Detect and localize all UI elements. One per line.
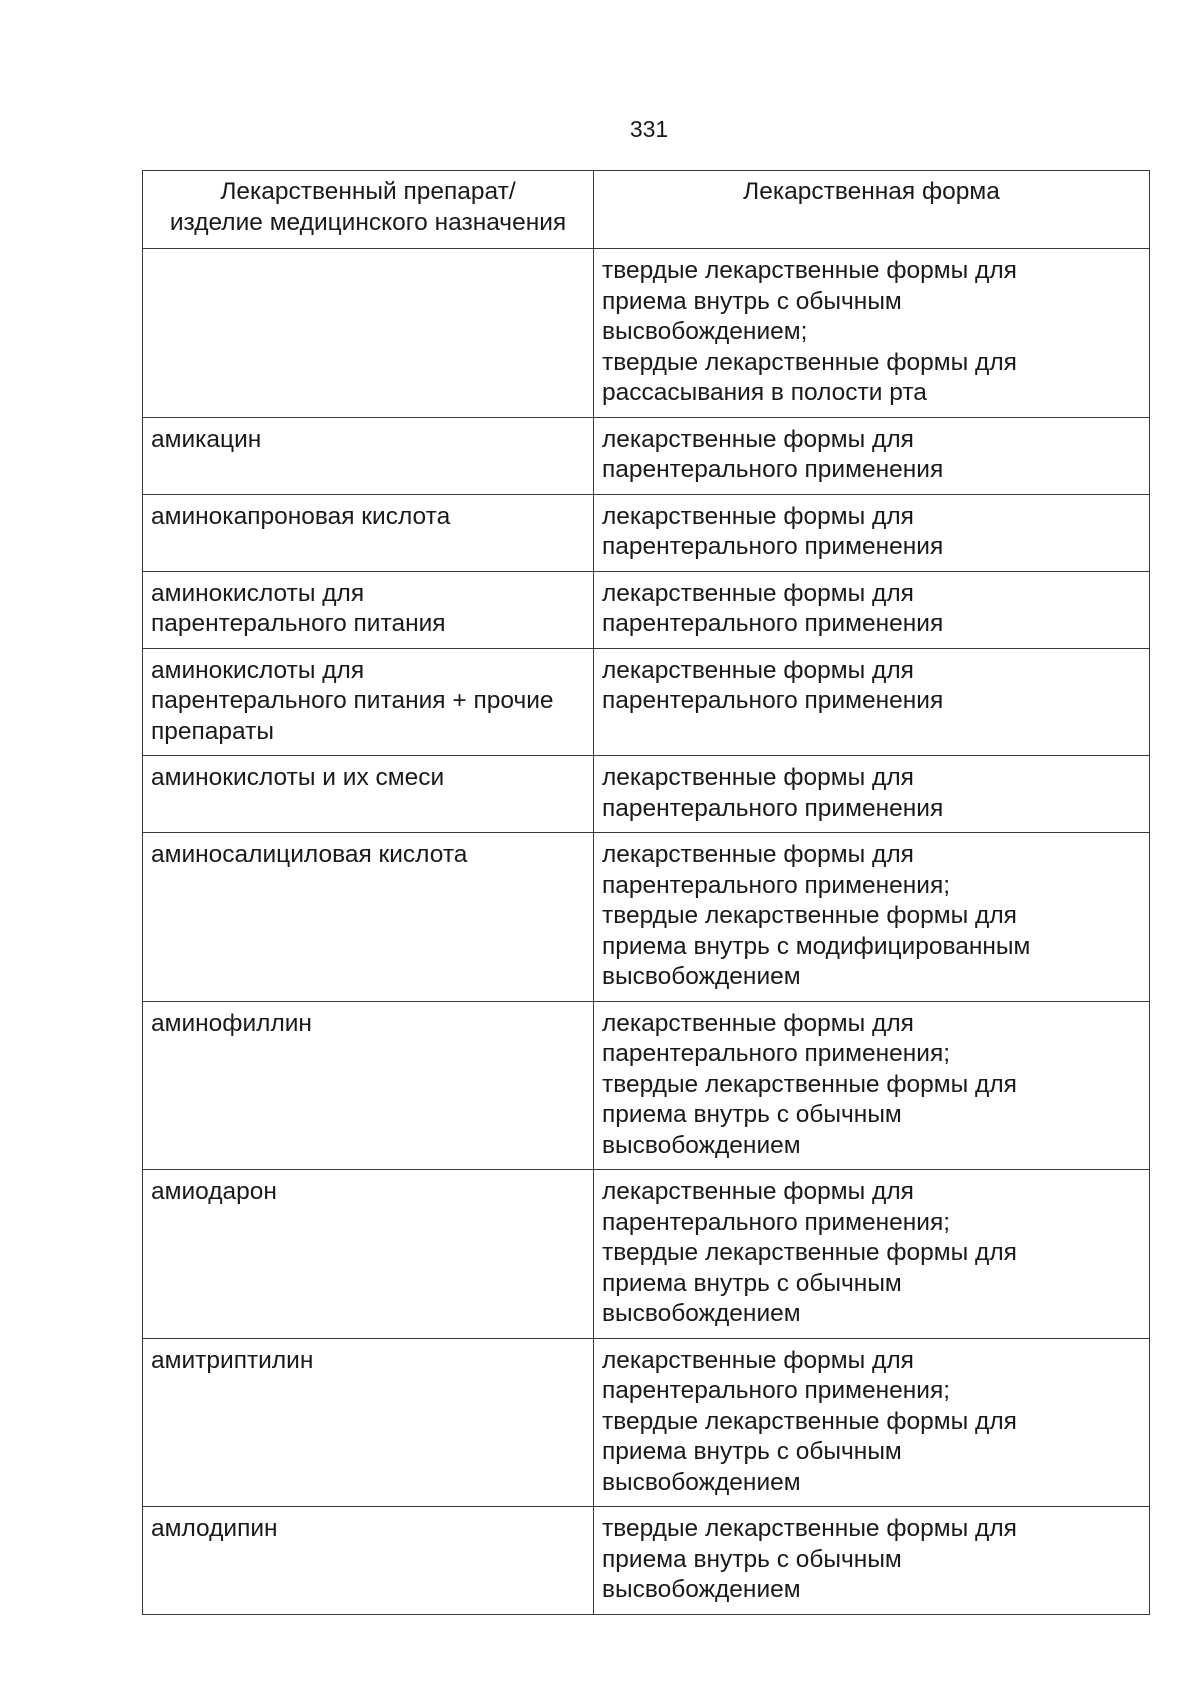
form-cell (594, 1338, 1150, 1507)
form-cell-line: твердые лекарственные формы для (602, 348, 1017, 376)
form-cell-line: парентерального применения (602, 610, 944, 637)
form-cell-line: лекарственные формы для (602, 502, 914, 530)
form-cell-line: лекарственные формы для (602, 1346, 914, 1374)
form-cell-line: парентерального применения (602, 456, 944, 483)
form-cell-line: высвобождением (602, 1131, 801, 1159)
form-cell (594, 833, 1150, 1002)
form-cell-line: высвобождением (602, 1300, 801, 1327)
drug-cell-line: аминокислоты для (151, 656, 365, 684)
form-cell-line: приема внутрь с обычным (602, 1545, 902, 1573)
drug-cell (143, 833, 594, 1002)
form-cell-line: приема внутрь с модифицированным (602, 932, 1031, 960)
form-cell-line: высвобождением (602, 1468, 801, 1496)
form-cell-line: лекарственные формы для (602, 841, 914, 868)
drug-cell-line: парентерального питания (151, 610, 446, 637)
form-cell-line: парентерального применения; (602, 871, 951, 899)
table-row (143, 1507, 1150, 1615)
form-cell-line: высвобождением (602, 1576, 801, 1603)
table-row (143, 1001, 1150, 1170)
drug-cell-line: аминофиллин (151, 1009, 312, 1037)
table-row (143, 648, 1150, 756)
form-cell-line: твердые лекарственные формы для (602, 1515, 1017, 1542)
drug-cell (143, 417, 594, 494)
drug-cell (143, 249, 594, 418)
form-cell (594, 494, 1150, 571)
table-header-row (143, 171, 1150, 249)
form-cell (594, 1001, 1150, 1170)
table-row (143, 1170, 1150, 1339)
form-cell (594, 1507, 1150, 1615)
drug-form-table (142, 170, 1150, 1615)
form-cell-line: высвобождением (602, 963, 801, 990)
header-line: изделие медицинского назначения (169, 208, 567, 236)
form-cell (594, 1170, 1150, 1339)
form-cell (594, 571, 1150, 648)
drug-cell (143, 1338, 594, 1507)
table-row (143, 249, 1150, 418)
form-cell-line: приема внутрь с обычным (602, 1101, 902, 1128)
form-cell-line: высвобождением; (602, 318, 808, 345)
form-cell (594, 756, 1150, 833)
table-row (143, 756, 1150, 833)
table-body (143, 249, 1150, 1615)
form-cell-line: лекарственные формы для (602, 656, 914, 684)
form-cell-line: парентерального применения (602, 794, 944, 822)
page-number: 331 (629, 116, 669, 142)
form-cell-line: лекарственные формы для (602, 764, 914, 791)
drug-cell-line: амитриптилин (151, 1346, 314, 1374)
drug-cell (143, 1001, 594, 1170)
drug-cell-line: препараты (151, 717, 274, 745)
form-cell (594, 249, 1150, 418)
header-line: Лекарственная форма (743, 178, 1000, 205)
form-cell-line: лекарственные формы для (602, 1009, 914, 1037)
table-row (143, 417, 1150, 494)
drug-cell-line: аминокапроновая кислота (151, 502, 451, 530)
form-cell-line: твердые лекарственные формы для (602, 1239, 1017, 1266)
header-form (594, 171, 1150, 249)
form-cell-line: парентерального применения; (602, 1377, 951, 1404)
form-cell-line: парентерального применения (602, 687, 944, 714)
drug-cell (143, 648, 594, 756)
form-cell-line: лекарственные формы для (602, 425, 914, 453)
drug-cell (143, 756, 594, 833)
form-cell-line: парентерального применения; (602, 1208, 951, 1236)
form-cell (594, 417, 1150, 494)
form-cell-line: приема внутрь с обычным (602, 287, 902, 315)
header-line: Лекарственный препарат/ (220, 178, 516, 205)
drug-cell-line: амиодарон (151, 1178, 277, 1205)
form-cell-line: приема внутрь с обычным (602, 1269, 902, 1297)
drug-cell (143, 1170, 594, 1339)
form-cell (594, 648, 1150, 756)
table-row (143, 833, 1150, 1002)
drug-cell (143, 571, 594, 648)
drug-cell-line: амикацин (151, 425, 262, 453)
form-cell-line: парентерального применения (602, 533, 944, 560)
form-cell-line: твердые лекарственные формы для (602, 902, 1017, 929)
form-cell-line: приема внутрь с обычным (602, 1438, 902, 1465)
form-cell-line: лекарственные формы для (602, 579, 914, 607)
drug-cell-line: аминокислоты для (151, 579, 365, 607)
table-row (143, 494, 1150, 571)
drug-cell (143, 1507, 594, 1615)
drug-cell-line: амлодипин (151, 1515, 278, 1542)
drug-cell (143, 494, 594, 571)
form-cell-line: твердые лекарственные формы для (602, 257, 1017, 284)
form-cell-line: рассасывания в полости рта (602, 379, 927, 406)
form-cell-line: твердые лекарственные формы для (602, 1407, 1017, 1435)
drug-cell-line: аминокислоты и их смеси (151, 764, 445, 791)
form-cell-line: парентерального применения; (602, 1040, 951, 1067)
form-cell-line: лекарственные формы для (602, 1178, 914, 1205)
header-drug (143, 171, 594, 249)
form-cell-line: твердые лекарственные формы для (602, 1070, 1017, 1098)
table-row (143, 571, 1150, 648)
drug-cell-line: аминосалициловая кислота (151, 841, 468, 868)
table-row (143, 1338, 1150, 1507)
drug-cell-line: парентерального питания + прочие (151, 687, 554, 714)
